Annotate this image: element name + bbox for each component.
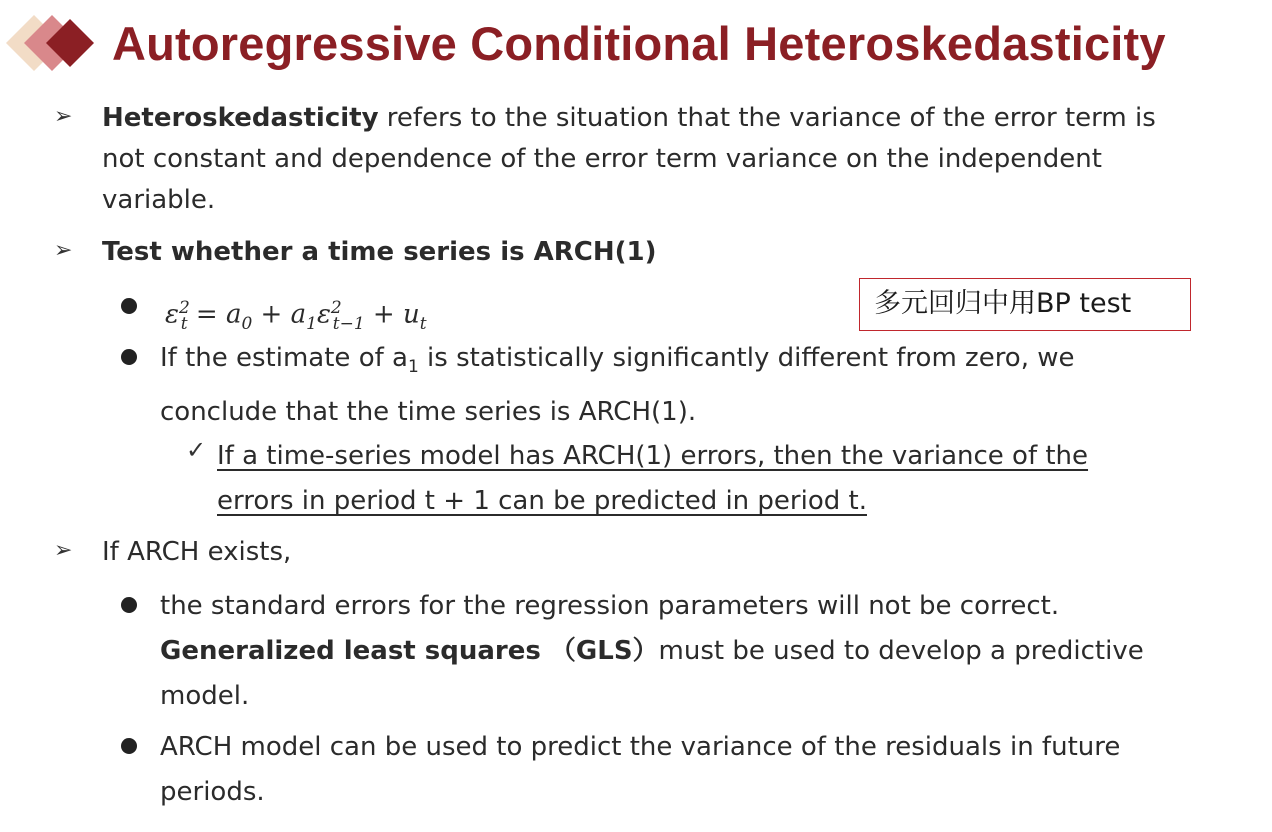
dot-bullet-icon bbox=[121, 738, 137, 754]
arch-model-paragraph: ARCH model can be used to predict the variance of the residuals in future periods. bbox=[160, 732, 1121, 807]
test-arch-heading: Test whether a time series is ARCH(1) bbox=[102, 237, 657, 267]
arrow-bullet-icon: ➢ bbox=[54, 538, 73, 563]
definition-line-3: variable. bbox=[102, 185, 216, 215]
term-heteroskedasticity: Heteroskedasticity bbox=[102, 103, 379, 133]
arch-equation: $\varepsilon^2_t = a_0 + a_1\varepsilon^2_{t-1} + u_t$ bbox=[165, 298, 427, 334]
dot-bullet-icon bbox=[121, 349, 137, 365]
checkmark-icon: ✓ bbox=[186, 436, 207, 464]
if-arch-exists: If ARCH exists, bbox=[102, 537, 292, 567]
diamonds-logo-icon bbox=[0, 0, 110, 90]
arch-errors-note: If a time-series model has ARCH(1) errors, then the variance of the errors in period t + 1 can be predicted in period t. bbox=[217, 441, 1089, 516]
heteroskedasticity-definition bbox=[102, 98, 1232, 221]
bp-test-callout: 多元回归中用BP test bbox=[859, 278, 1191, 331]
page-title: Autoregressive Conditional Heteroskedasticity bbox=[112, 17, 1166, 70]
arrow-bullet-icon: ➢ bbox=[54, 238, 73, 263]
arrow-bullet-icon: ➢ bbox=[54, 104, 73, 129]
dot-bullet-icon bbox=[121, 298, 137, 314]
definition-line-2: not constant and dependence of the error term variance on the independent bbox=[102, 144, 1102, 174]
estimate-paragraph: If the estimate of $a_1$ is statistically significantly different from zero, we conclude that the time series is ARCH(1). bbox=[160, 343, 1075, 427]
gls-paragraph: the standard errors for the regression parameters will not be correct. Generalized least squares （GLS）must be used to develop a predictive model. bbox=[160, 591, 1144, 711]
definition-text: refers to the situation that the variance of the error term is bbox=[378, 103, 1156, 133]
dot-bullet-icon bbox=[121, 597, 137, 613]
